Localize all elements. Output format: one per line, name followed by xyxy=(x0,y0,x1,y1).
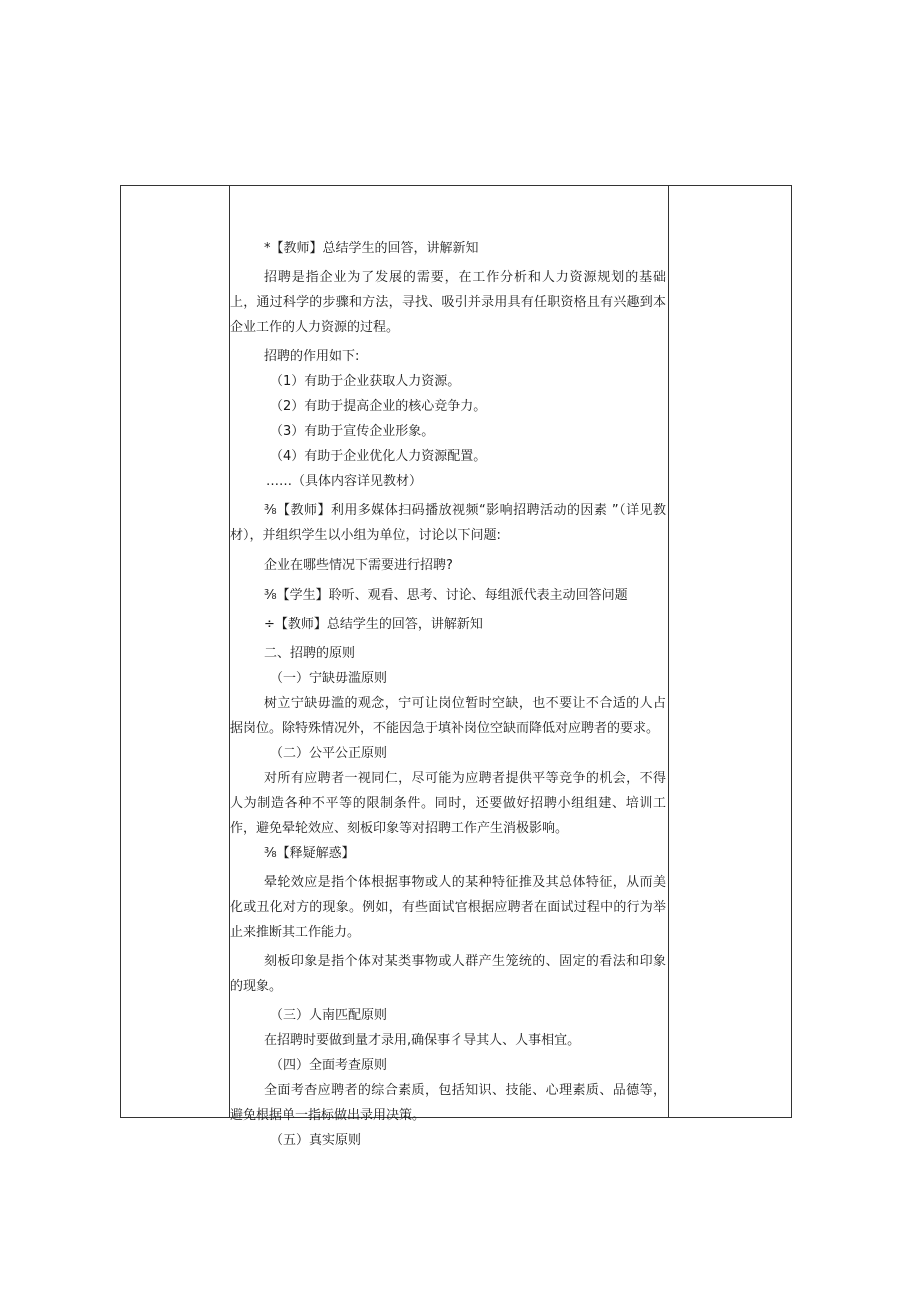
left-column xyxy=(121,186,230,1117)
role-item-2: （2）有助于提高企业的核心竞争力。 xyxy=(270,399,487,414)
clarification-heading: ⅜【释疑解惑】 xyxy=(264,846,355,861)
role-item-4: （4）有助于企业优化人力资源配置。 xyxy=(270,449,487,464)
right-column xyxy=(669,186,791,1117)
see-textbook-note: ……（具体内容详见教材） xyxy=(266,474,423,489)
recruitment-definition: 招聘是指企业为了发展的需要，在工作分析和人力资源规划的基础上，通过科学的步骤和方法，寻找、吸引并录用具有任职资格且有兴趣到本企业工作的人力资源的过程。 xyxy=(230,270,666,335)
section-heading-principles: 二、招聘的原则 xyxy=(264,646,356,661)
principle-text-4: 全面考杳应聘者的综合素质，包括知识、技能、心理素质、品德等，避免根据单一指标做出录用决策。 xyxy=(230,1083,666,1123)
main-content-column xyxy=(230,186,669,1148)
recruitment-roles-heading: 招聘的作用如下: xyxy=(264,349,360,364)
principle-heading-2: （二）公平公正原则 xyxy=(270,746,388,761)
principle-text-1: 树立宁缺毋滥的观念，宁可让岗位暂时空缺，也不要让不合适的人占据岗位。除特殊情况外，不能因急于填补岗位空缺而降低对应聘者的要求。 xyxy=(230,696,666,736)
principle-heading-5: （五）真实原则 xyxy=(270,1133,362,1148)
principle-text-3: 在招聘时要做到量才录用,确保事彳导其人、人事相宜。 xyxy=(264,1033,581,1048)
halo-effect-text: 晕轮效应是指个体根据事物或人的某种特征推及其总体特征，从而美化或丑化对方的现象。例如，有些面试官根据应聘者在面试过程中的行为举止来推断其工作能力。 xyxy=(230,875,666,940)
principle-text-2: 对所有应聘者一视同仁，尽可能为应聘者提供平等竞争的机会，不得人为制造各种不平等的限制条件。同时，还要做好招聘小组组建、培训工作，避免晕轮效应、刻板印象等对招聘工作产生消极影响。 xyxy=(230,771,666,836)
principle-heading-1: （一）宁缺毋滥原则 xyxy=(270,671,388,686)
stereotype-text: 刻板印象是指个体对某类事物或人群产生笼统的、固定的看法和印象的现象。 xyxy=(230,954,666,994)
lesson-table xyxy=(120,185,792,1148)
teacher-summary-line: *【教师】总结学生的回答，讲解新知 xyxy=(264,241,479,256)
teacher-summary-line-2: ÷【教师】总结学生的回答，讲解新知 xyxy=(264,617,483,632)
principle-heading-4: （四）全面考查原则 xyxy=(270,1058,388,1073)
role-item-3: （3）有助于宣传企业形象。 xyxy=(270,424,435,439)
student-activity-line: ⅜【学生】聆听、观看、思考、讨论、每组派代表主动回答问题 xyxy=(264,588,628,603)
principle-heading-3: （三）人南匹配原则 xyxy=(270,1008,388,1023)
discussion-question: 企业在哪些情况下需要进行招聘? xyxy=(264,558,453,573)
teacher-video-instruction: ⅜【教师】利用多媒体扫码播放视频“影响招聘活动的因素 ”（详见教材），并组织学生以小组为单位，讨论以下问题: xyxy=(230,503,666,543)
role-item-1: （1）有助于企业获取人力资源。 xyxy=(270,374,461,389)
lesson-content xyxy=(230,236,668,1153)
